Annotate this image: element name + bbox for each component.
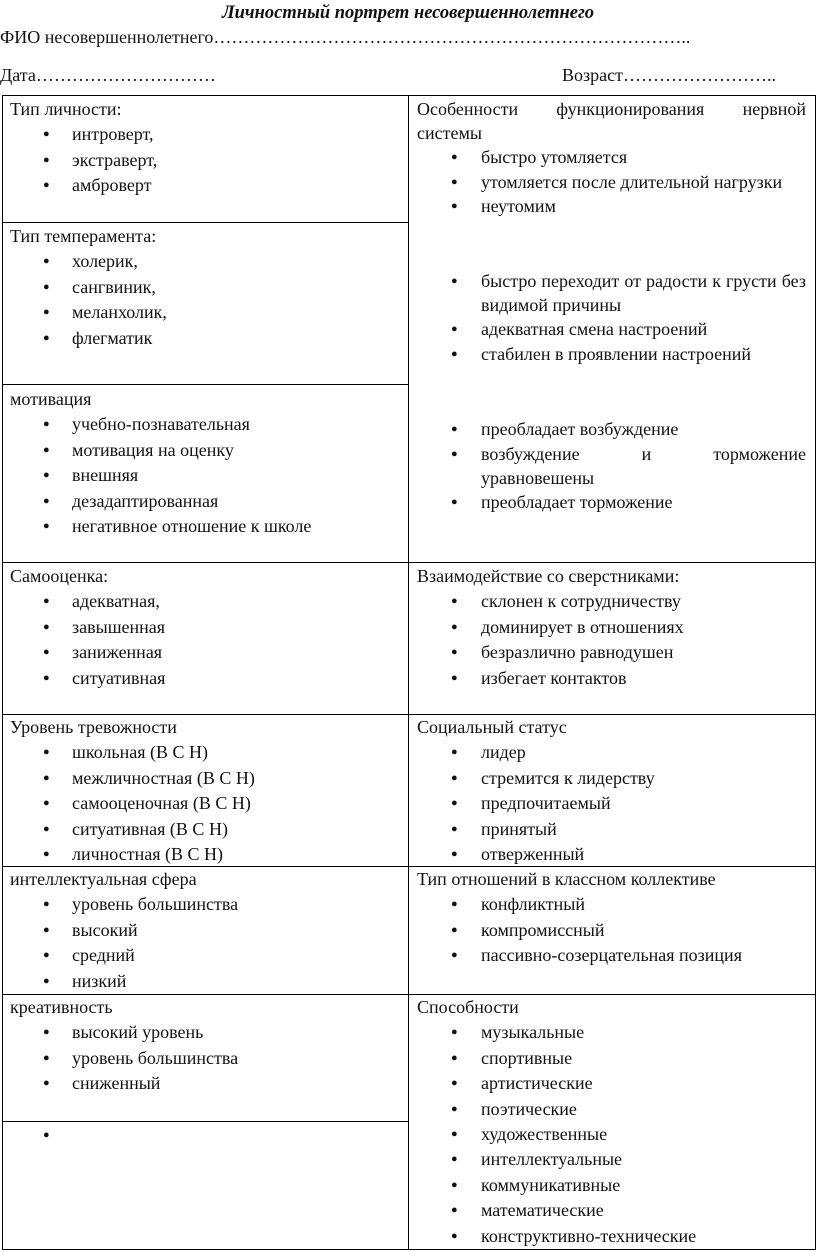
- list-item[interactable]: ● быстро переходит от радости к грусти без видимой причины: [417, 269, 806, 317]
- option-list: [10, 589, 402, 691]
- list-item[interactable]: ● сниженный: [10, 1071, 402, 1096]
- list-item[interactable]: ● адекватная,: [10, 589, 402, 614]
- list-item[interactable]: ● компромиссный: [417, 918, 806, 943]
- temperament-cell: [10, 224, 402, 351]
- anxiety-cell: [10, 715, 402, 867]
- social-status-cell: [417, 715, 806, 867]
- list-item[interactable]: ● стремится к лидерству: [417, 766, 806, 791]
- section-heading: Тип личности:: [10, 99, 122, 119]
- list-item[interactable]: ● безразлично равнодушен: [417, 640, 806, 665]
- list-item[interactable]: ● уровень большинства: [10, 892, 402, 917]
- list-item[interactable]: ● артистические: [417, 1071, 806, 1096]
- list-item[interactable]: ● отверженный: [417, 842, 806, 867]
- section-heading: Тип темперамента:: [10, 226, 157, 246]
- list-item[interactable]: ● утомляется после длительной нагрузки: [417, 170, 806, 194]
- column-divider: [2, 95, 3, 1250]
- list-item[interactable]: ● личностная (В С Н): [10, 842, 402, 867]
- class-relations-cell: [417, 867, 806, 969]
- motivation-cell: [10, 387, 402, 539]
- list-item[interactable]: ● предпочитаемый: [417, 791, 806, 816]
- section-heading: Самооценка:: [10, 566, 109, 586]
- row-divider: [2, 222, 408, 223]
- list-item[interactable]: ● мотивация на оценку: [10, 438, 402, 463]
- peer-interaction-cell: [417, 564, 806, 691]
- option-list: [10, 740, 402, 867]
- list-item[interactable]: ● неутомим: [417, 194, 806, 219]
- list-item[interactable]: ● интроверт,: [10, 122, 402, 147]
- list-item[interactable]: ● доминирует в отношениях: [417, 615, 806, 640]
- option-list: [417, 740, 806, 867]
- list-item[interactable]: ● дезадаптированная: [10, 489, 402, 514]
- list-item[interactable]: ● учебно-познавательная: [10, 412, 402, 437]
- option-list: [417, 589, 806, 691]
- list-item[interactable]: ● математические: [417, 1198, 806, 1223]
- list-item[interactable]: ● художественные: [417, 1122, 806, 1147]
- option-list: [10, 1020, 402, 1096]
- list-item[interactable]: ● средний: [10, 943, 402, 968]
- page-title: Личностный портрет несовершеннолетнего: [221, 3, 595, 23]
- section-heading: Взаимодействие со сверстниками:: [417, 566, 680, 586]
- column-divider: [408, 95, 409, 1250]
- option-list: [417, 892, 806, 968]
- list-item[interactable]: ● ситуативная (В С Н): [10, 817, 402, 842]
- list-item[interactable]: ● уровень большинства: [10, 1046, 402, 1071]
- list-item[interactable]: ● избегает контактов: [417, 666, 806, 691]
- row-divider: [2, 1249, 815, 1250]
- list-item[interactable]: ● преобладает торможение: [417, 490, 806, 515]
- age-field[interactable]: Возраст……………………..: [562, 65, 776, 85]
- nervous-system-cell: [417, 97, 806, 515]
- option-list: [10, 412, 402, 539]
- list-item[interactable]: ● экстраверт,: [10, 148, 402, 173]
- date-field[interactable]: Дата…………………………: [0, 65, 216, 85]
- list-item[interactable]: ● возбуждение и торможение уравновешены: [417, 442, 806, 490]
- list-item[interactable]: ● интеллектуальные: [417, 1147, 806, 1172]
- creativity-cell: [10, 995, 402, 1097]
- list-item[interactable]: ● лидер: [417, 740, 806, 765]
- list-item[interactable]: ● школьная (В С Н): [10, 740, 402, 765]
- list-item[interactable]: ● стабилен в проявлении настроений: [417, 342, 806, 367]
- section-heading: Особенности функционирования нервной системы: [417, 99, 806, 143]
- row-divider: [2, 384, 408, 385]
- section-heading: интеллектуальная сфера: [10, 869, 197, 889]
- list-item[interactable]: ● низкий: [10, 969, 402, 994]
- list-item[interactable]: ● флегматик: [10, 326, 402, 351]
- list-item[interactable]: ● межличностная (В С Н): [10, 766, 402, 791]
- list-item[interactable]: ● принятый: [417, 817, 806, 842]
- list-item[interactable]: ● конфликтный: [417, 892, 806, 917]
- list-item[interactable]: ● негативное отношение к школе: [10, 514, 402, 539]
- list-item[interactable]: ● внешняя: [10, 463, 402, 488]
- section-heading: Тип отношений в классном коллективе: [417, 869, 716, 889]
- option-list: [417, 417, 806, 516]
- option-list: [417, 145, 806, 220]
- self-esteem-cell: [10, 564, 402, 691]
- list-item[interactable]: ● холерик,: [10, 249, 402, 274]
- personality-type-cell: [10, 97, 402, 199]
- option-list: [10, 249, 402, 351]
- list-item[interactable]: ● пассивно-созерцательная позиция: [417, 943, 806, 968]
- list-item[interactable]: ● высокий уровень: [10, 1020, 402, 1045]
- list-item[interactable]: ● меланхолик,: [10, 300, 402, 325]
- section-heading: Способности: [417, 997, 519, 1017]
- section-heading: мотивация: [10, 389, 92, 409]
- list-item[interactable]: ● конструктивно-технические: [417, 1224, 806, 1249]
- list-item[interactable]: ● заниженная: [10, 640, 402, 665]
- list-item[interactable]: ● музыкальные: [417, 1020, 806, 1045]
- list-item[interactable]: ● спортивные: [417, 1046, 806, 1071]
- row-divider: [2, 562, 815, 563]
- section-heading: креативность: [10, 997, 113, 1017]
- list-item[interactable]: ● ситуативная: [10, 666, 402, 691]
- abilities-cell: [417, 995, 806, 1249]
- list-item[interactable]: ● поэтические: [417, 1097, 806, 1122]
- list-item[interactable]: ● амброверт: [10, 173, 402, 198]
- section-heading: Уровень тревожности: [10, 717, 177, 737]
- row-divider: [2, 1121, 408, 1122]
- option-list: [10, 122, 402, 198]
- option-list: [10, 892, 402, 994]
- list-item[interactable]: ● сангвиник,: [10, 275, 402, 300]
- list-item[interactable]: ● преобладает возбуждение: [417, 417, 806, 442]
- list-item[interactable]: ● завышенная: [10, 615, 402, 640]
- list-item[interactable]: ● коммуникативные: [417, 1173, 806, 1198]
- list-item[interactable]: ● быстро утомляется: [417, 145, 806, 170]
- list-item[interactable]: ● адекватная смена настроений: [417, 317, 806, 342]
- option-list: [417, 269, 806, 368]
- list-item[interactable]: ● склонен к сотрудничеству: [417, 589, 806, 614]
- list-item[interactable]: ● высокий: [10, 918, 402, 943]
- list-item[interactable]: ● самооценочная (В С Н): [10, 791, 402, 816]
- fio-field[interactable]: ФИО несовершеннолетнего……………………………………………………………………..: [0, 27, 691, 47]
- section-heading: Социальный статус: [417, 717, 567, 737]
- intellect-cell: [10, 867, 402, 994]
- option-list: [417, 1020, 806, 1249]
